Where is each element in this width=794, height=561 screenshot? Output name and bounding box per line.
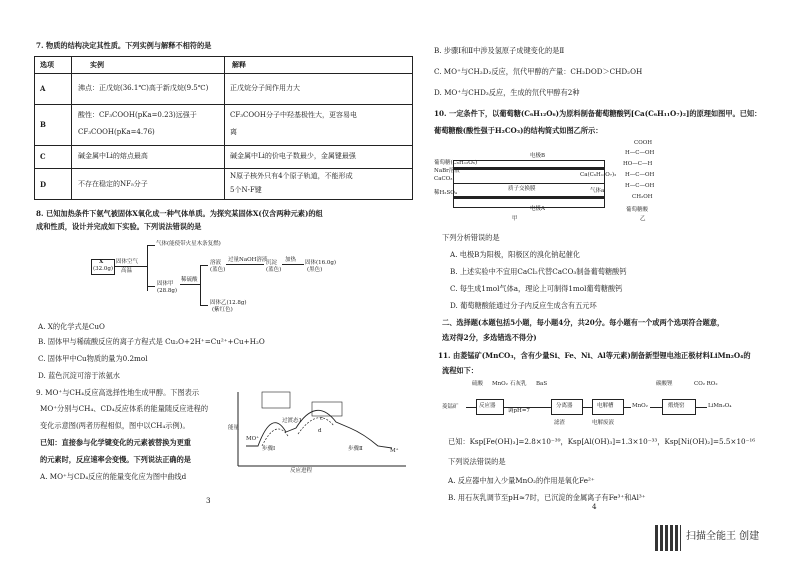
gas-a: 气体a [590,188,605,194]
q8-option-a: A. X的化学式是CuO [38,322,105,331]
figure-yi: 乙 [640,216,646,222]
q10-stem-2: 葡萄糖酸(酸性强于H₂CO₃)的结构简式如图乙所示： [434,126,603,135]
curve-d: d [318,428,322,434]
ksp-data: 已知：Ksp[Fe(OH)₃]=2.8×10⁻³⁹，Ksp[Al(OH)₃]=1.3×10⁻³³，Ksp[Ni(OH)₂]=5.5×10⁻¹⁶ [448,437,756,446]
row-b-example-2: CF₃COOH(pKa=4.76) [78,128,155,136]
scanner-watermark: 扫描全能王 创建 [686,531,760,542]
solution-color: (蓝色) [210,267,226,273]
gas-output: CO₂ RO₂ [694,381,718,387]
q10-option-c: C. 每生成1mol气体a，理论上可制得1mol葡萄糖酸钙 [450,284,623,293]
q10-option-a: A. 电极B为阳极，阳极区的溴化钠起催化 [450,250,581,259]
solid-a: 固体甲 [157,281,174,287]
start-species: MO⁺ [246,436,260,442]
q8-stem-2: 成和性质，设计并完成如下实验。下列说法错误的是 [36,222,202,231]
page-number-4: 4 [592,502,597,511]
lime-input: 石灰乳 [510,381,527,387]
q10-intro: 下列分析错误的是 [442,233,500,242]
step-2-label: 步骤Ⅱ [348,446,363,452]
struct-line-6: CH₂OH [632,194,653,200]
mno2-input: MnO₂ [492,381,508,387]
q9-stem-3: 变化示意图(两者历程相似，图中以CH₄示例)。 [40,421,190,430]
filter-residue: 滤渣 [554,420,566,426]
acid-label: 稀硫酸 [181,277,198,283]
solid-a-mass: (28.8g) [157,288,178,294]
struct-line-5: H—C—OH [625,183,655,189]
q8-option-c: C. 固体甲中Cu物质的量为0.2mol [38,354,148,363]
q9-stem-5: 的元素时，反应速率会变慢。下列说法正确的是 [40,455,191,464]
nabr-in: NaBr溶液 [434,168,460,174]
lithium-carbonate: 碳酸锂 [656,381,673,387]
electrolysis-box: 电解槽 [597,403,614,409]
q7-stem: 7. 物质的结构决定其性质。下列实例与解释不相符的是 [36,41,212,50]
row-a-example: 沸点：正戊烷(36.1℃)高于新戊烷(9.5℃) [78,84,209,92]
q11-stem-1: 11. 由菱锰矿(MnCO₃，含有少量Si、Fe、Ni、Al等元素)制备新型锂电池正极材料LiMn₂O₄的 [438,351,751,360]
q8-option-b: B. 固体甲与稀硫酸反应的离子方程式是 Cu₂O+2H⁺=Cu²⁺+Cu+H₂O [38,337,265,346]
q11-option-b: B. 用石灰乳调节至pH≈7时，已沉淀的金属离子有Fe³⁺和Al³⁺ [448,493,646,502]
q8-stem-1: 8. 已知加热条件下氨气被固体X氧化成一种气体单质。为探究某固体X(仅含两种元素)的组 [36,209,323,218]
struct-line-3: HO—C—H [623,161,653,167]
row-b-option: B [40,120,46,129]
final-product: LiMn₂O₄ [708,403,732,409]
sulfuric-acid: 硫酸 [472,381,484,387]
solid-b: 固体乙(12.8g) [210,300,247,306]
proton-membrane: 质子交换膜 [508,186,536,192]
electrode-b: 电极B [530,153,546,159]
gas-product: 气体(能使带火星木条复燃) [156,241,221,247]
row-d-option: D [40,180,47,189]
product-out: Ca(C₆H₁₁O₇)₂ [580,172,617,178]
row-c-option: C [40,152,46,161]
struct-line-1: COOH [634,140,653,146]
progress-axis-label: 反应进程 [290,468,313,474]
arrow1-bottom: 高温 [121,268,133,274]
bas-input: BaS [536,381,548,387]
struct-line-4: H—C—OH [625,172,655,178]
q9-stem-2: MO⁺分别与CH₄、CD₄反应体系的能量随反应进程的 [40,404,209,413]
final-solid-color: (黑色) [307,267,323,273]
q10-option-b: B. 上述实验中不宜用CaCl₂代替CaCO₃制备葡萄糖酸钙 [450,267,627,276]
q11-intro: 下列说法错误的是 [448,457,506,466]
table-header-example: 实例 [90,60,104,69]
row-a-explain: 正戊烷分子间作用力大 [230,84,300,92]
solid-b-color: (紫红色) [212,307,233,313]
q8-option-d: D. 蓝色沉淀可溶于浓氨水 [38,371,120,380]
heat-label: 加热 [285,257,297,263]
electrode-a: 电极A [530,206,545,212]
glucose-in: 葡萄糖(C₆H₁₂O₆) [434,160,478,166]
section-2-title-2: 选对得2分，多选错选不得分) [442,333,537,342]
q9-stem-4: 已知：直接参与化学键变化的元素被替换为更重 [40,438,191,447]
row-b-explain-2: 离 [230,128,237,136]
q9-stem-1: 9. MO⁺与CH₄反应高选择性地生成甲醇。下图表示 [36,388,200,397]
q9-option-d: D. MO⁺与CHD₃反应，生成的氘代甲醇有2种 [434,88,580,97]
electrolyte-waste: 电解废液 [592,420,615,426]
q9-option-b: B. 步骤Ⅰ和Ⅱ中涉及氢原子成键变化的是Ⅱ [434,46,565,55]
mno2-intermediate: MnO₂ [632,403,648,409]
arrow1-top: 固体空气 [116,259,139,265]
ore-input: 菱锰矿 [442,404,459,410]
end-species: M⁺ [390,448,399,454]
reactor-box: 反应器 [479,403,496,409]
precipitate-color: (蓝色) [266,267,282,273]
q11-option-a: A. 反应器中加入少量MnO₂的作用是氧化Fe²⁺ [448,476,595,485]
q10-stem-1: 10. 一定条件下，以葡萄糖(C₆H₁₂O₆)为原料制备葡萄糖酸钙[Ca(C₆H₁₁O₇)₂]的原理如图甲。已知： [434,109,762,118]
figure-jia: 甲 [512,216,518,222]
curve-c: c [320,416,324,422]
struct-line-2: H—C—OH [625,150,655,156]
energy-axis-label: 能量 [228,425,240,431]
table-header-option: 选项 [40,60,54,69]
row-b-explain-1: CF₃COOH分子中羟基极性大，更容易电 [230,111,357,119]
ph-label: 调pH=7 [508,408,530,414]
gluconic-acid-label: 葡萄糖酸 [626,207,649,213]
caco3-in: CaCO₃ [434,176,453,182]
step-1-label: 步骤Ⅰ [262,446,276,452]
qr-code-icon [655,525,681,551]
q9-option-a: A. MO⁺与CD₄反应的能量变化应为图中曲线d [40,472,187,481]
solution: 溶液 [210,260,222,266]
transition-state: 过渡态1 [282,418,302,424]
row-a-option: A [40,84,46,93]
page-number-3: 3 [206,496,211,505]
row-d-explain-2: 5个N-F键 [230,186,262,194]
naoh-label: 过量NaOH溶液 [228,257,268,263]
row-d-example: 不存在稳定的NF₅分子 [78,180,148,188]
row-d-explain-1: N原子核外只有4个原子轨道，不能形成 [230,172,353,180]
h2so4-in: 稀H₂SO₄ [434,190,457,196]
precipitate: 沉淀 [266,260,278,266]
q10-option-d: D. 葡萄糖酸能通过分子内反应生成含有五元环 [450,301,597,310]
row-c-example: 碱金属中Li的熔点最高 [78,152,148,160]
calciner-box: 煅烧窑 [668,403,685,409]
section-2-title-1: 二、选择题(本题包括5小题，每小题4分，共20分。每小题有一个或两个选项符合题意， [442,318,725,327]
separator-box: 分离器 [556,403,573,409]
x-mass: (32.0g) [93,266,114,272]
row-b-example-1: 酸性：CF₃COOH(pKa=0.23)远强于 [78,111,197,119]
table-header-explain: 解释 [232,60,246,69]
q9-option-c: C. MO⁺与CH₂D₂反应，氘代甲醇的产量：CH₂DOD＞CHD₂OH [434,67,643,76]
final-solid: 固体(16.0g) [305,260,337,266]
q11-stem-2: 流程如下： [442,366,478,375]
row-c-explain: 碱金属中Li的价电子数最少，金属键最强 [230,152,356,160]
x-label: X [99,259,104,265]
